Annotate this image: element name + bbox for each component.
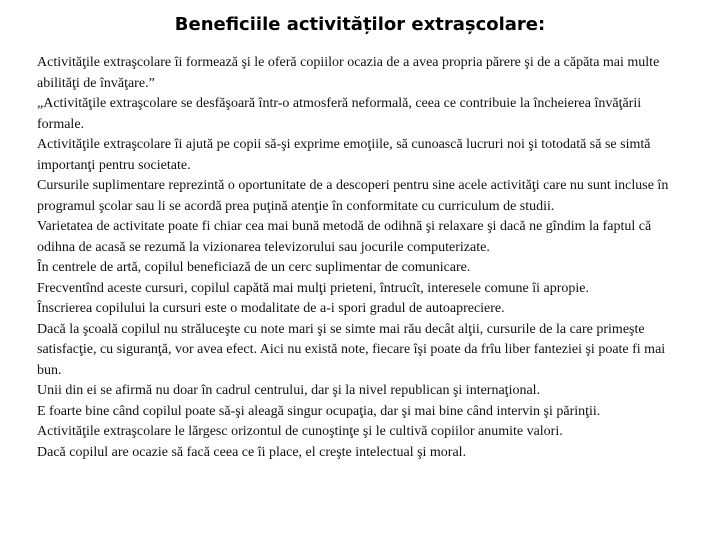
slide-body [37, 53, 687, 463]
paragraph: „Activităţile extraşcolare se desfăşoară într-o atmosferă neformală, ceea ce contribuie la încheierea învăţării formale. [37, 96, 642, 132]
paragraph: Înscrierea copilului la cursuri este o modalitate de a-i spori gradul de autoapreciere. [37, 301, 505, 316]
paragraph: Activităţile extraşcolare îi formează şi le oferă copiilor ocazia de a avea propria părere şi de a căpăta mai multe abilităţi de învăţare.” [37, 55, 660, 91]
paragraph: Activităţile extraşcolare le lărgesc orizontul de cunoştinţe şi le cultivă copiilor anumite valori. [37, 424, 563, 439]
paragraph: Unii din ei se afirmă nu doar în cadrul centrului, dar şi la nivel republican şi internaţional. [37, 383, 541, 398]
paragraph: Frecventînd aceste cursuri, copilul capătă mai mulţi prieteni, întrucît, interesele comune îi apropie. [37, 280, 590, 296]
paragraph: Dacă la şcoală copilul nu străluceşte cu note mari şi se simte mai rău decât alţii, cursurile de la care primeşte satisfacţie, cu siguranţă, vor avea efect. Aici nu există note, fiecare îşi poate da frîu liber fanteziei şi poate fi mai bun. [37, 321, 666, 378]
paragraph: Varietatea de activitate poate fi chiar cea mai bună metodă de odihnă şi relaxare şi dacă ne gîndim la faptul că odihna de acasă se rezumă la vizionarea televizorului sau jocurile computerizate. [37, 219, 652, 255]
paragraph: E foarte bine când copilul poate să-şi aleagă singur ocupaţia, dar şi mai bine când intervin şi părinţii. [37, 403, 601, 419]
paragraph: Activităţile extraşcolare îi ajută pe copii să-şi exprime emoţiile, să cunoască lucruri noi şi totodată să se simtă importanţi pentru societate. [37, 137, 651, 173]
paragraph: Dacă copilul are ocazie să facă ceea ce îi place, el creşte intelectual şi moral. [37, 444, 467, 460]
slide-title: Beneficiile activităților extrașcolare: [174, 14, 546, 35]
paragraph: Cursurile suplimentare reprezintă o oportunitate de a descoperi pentru sine acele activităţi care nu sunt incluse în programul şcolar sau li se acordă prea puţină atenţie în conformitate cu curriculum de studii. [37, 178, 669, 214]
paragraph: În centrele de artă, copilul beneficiază de un cerc suplimentar de comunicare. [37, 260, 471, 275]
